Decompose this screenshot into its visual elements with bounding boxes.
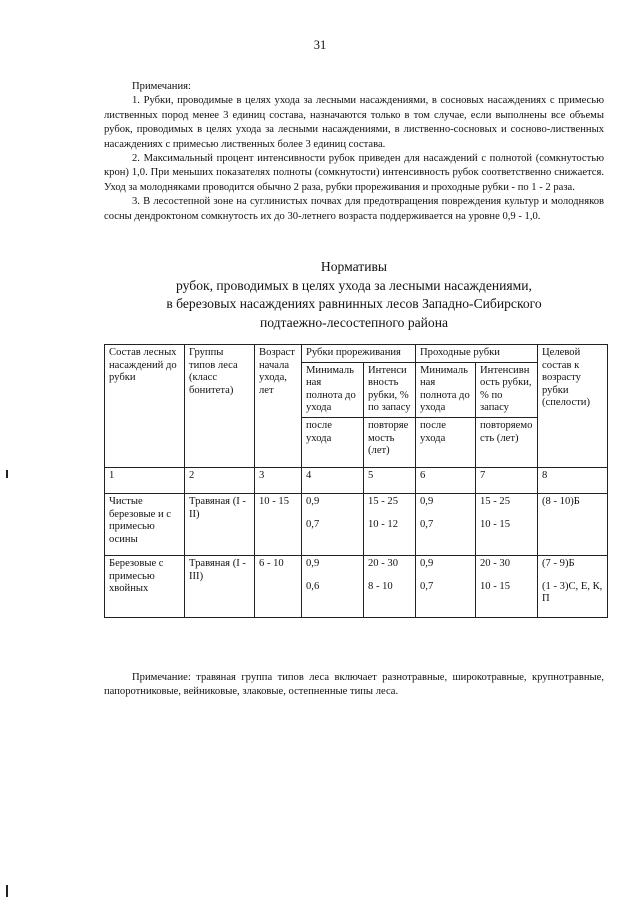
value-after: 0,7 [420, 580, 434, 592]
row-target-composition [538, 555, 608, 617]
notes-heading: Примечания: [132, 81, 191, 92]
column-number: 4 [302, 467, 364, 493]
header-thinning: Рубки прореживания [302, 345, 416, 363]
value-repeat: 10 - 15 [480, 518, 511, 530]
header-repeat-2: повторяемость (лет) [476, 417, 538, 467]
value-target: (7 - 9)Б [542, 557, 575, 569]
row-forest-group: Травяная (I - III) [185, 555, 255, 617]
value-intensity: 15 - 25 [368, 495, 399, 507]
value-intensity: 15 - 25 [480, 495, 511, 507]
row-composition: Чистые березовые и с примесью осины [105, 493, 185, 555]
note-item-2: 2. Максимальный процент интенсивности рубок приведен для насаждений с полнотой (сомкнутостью крон) 1,0. При меньших показателях полноты (сомкнутости) интенсивность рубок соответственно снижается. Уход за молодняками проводится обычно 2 раза, рубки прореживания и проходные рубки - по 1 - 2 раза. [104, 153, 604, 193]
value-before: 0,9 [420, 557, 434, 569]
row-intensity [364, 555, 416, 617]
note-item-1: 1. Рубки, проводимые в целях ухода за лесными насаждениями, в сосновых насаждениях с примесью лиственных пород менее 3 единиц состава, назначаются только в том случае, если выполнены все объемы рубок, проводимых в целях ухода за лесными насаждениями, в лиственно-сосновых и сосново-лиственных насаждениях с примесью лиственных более 3 единиц состава. [104, 95, 604, 150]
header-intensity: Интенсивность рубки, % по запасу [364, 362, 416, 417]
value-after: 0,7 [306, 518, 320, 530]
value-repeat: 10 - 12 [368, 518, 399, 530]
value-repeat: 8 - 10 [368, 580, 393, 592]
column-number: 7 [476, 467, 538, 493]
table-number-row [105, 467, 608, 493]
norms-table [104, 344, 608, 618]
header-intensity-2: Интенсивность рубки, % по запасу [476, 362, 538, 417]
scan-margin-mark [6, 885, 8, 897]
note-item-3: 3. В лесостепной зоне на суглинистых почвах для предотвращения повреждения культур и молодняков сосны дендроктоном сомкнутость их до 30-летнего возраста поддерживается на уровне 0,9 - 1,0. [104, 196, 604, 222]
table-header-row [105, 345, 608, 363]
row-intensity-2 [476, 493, 538, 555]
table-row [105, 493, 608, 555]
row-age: 6 - 10 [255, 555, 302, 617]
title-line-4: подтаежно-лесостепного района [259, 314, 449, 330]
page-number: 31 [313, 38, 327, 52]
value-target-admixture: (1 - 3)С, Е, К, П [542, 580, 603, 605]
value-intensity: 20 - 30 [368, 557, 399, 569]
column-number: 6 [416, 467, 476, 493]
table-row [105, 555, 608, 617]
header-repeat: повторяемость (лет) [364, 417, 416, 467]
value-before: 0,9 [420, 495, 434, 507]
row-target-composition [538, 493, 608, 555]
header-after-care-2: после ухода [416, 417, 476, 467]
value-intensity: 20 - 30 [480, 557, 511, 569]
title-line-2: рубок, проводимых в целях ухода за лесными насаждениями, [176, 277, 532, 293]
value-before: 0,9 [306, 495, 320, 507]
header-forest-group: Группы типов леса (класс бонитета) [185, 345, 255, 468]
title-line-3: в березовых насаждениях равнинных лесов Западно-Сибирского [166, 296, 542, 311]
document-title [104, 258, 604, 332]
header-min-density-2: Минимальная полнота до ухода [416, 362, 476, 417]
header-after-care: после ухода [302, 417, 364, 467]
row-intensity [364, 493, 416, 555]
row-min-density-2 [416, 555, 476, 617]
header-min-density: Минимальная полнота до ухода [302, 362, 364, 417]
header-passing-cuts: Проходные рубки [416, 345, 538, 363]
header-target-composition: Целевой состав к возрасту рубки (спелости) [538, 345, 608, 468]
row-age: 10 - 15 [255, 493, 302, 555]
column-number: 1 [105, 467, 185, 493]
value-target: (8 - 10)Б [542, 495, 580, 507]
value-after: 0,7 [420, 518, 434, 530]
notes-section [104, 80, 604, 224]
column-number: 8 [538, 467, 608, 493]
column-number: 3 [255, 467, 302, 493]
scan-margin-mark [6, 470, 8, 478]
row-min-density [302, 555, 364, 617]
title-line-1: Нормативы [320, 259, 388, 274]
header-age: Возраст начала ухода, лет [255, 345, 302, 468]
value-repeat: 10 - 15 [480, 580, 511, 592]
header-composition: Состав лесных насаждений до рубки [105, 345, 185, 468]
row-min-density-2 [416, 493, 476, 555]
row-composition: Березовые с примесью хвойных [105, 555, 185, 617]
column-number: 5 [364, 467, 416, 493]
column-number: 2 [185, 467, 255, 493]
value-before: 0,9 [306, 557, 320, 569]
row-forest-group: Травяная (I - II) [185, 493, 255, 555]
value-after: 0,6 [306, 580, 320, 592]
row-intensity-2 [476, 555, 538, 617]
table-footnote: Примечание: травяная группа типов леса включает разнотравные, широкотравные, крупнотравные, папоротниковые, вейниковые, злаковые, остепненные типы леса. [104, 672, 604, 698]
row-min-density [302, 493, 364, 555]
